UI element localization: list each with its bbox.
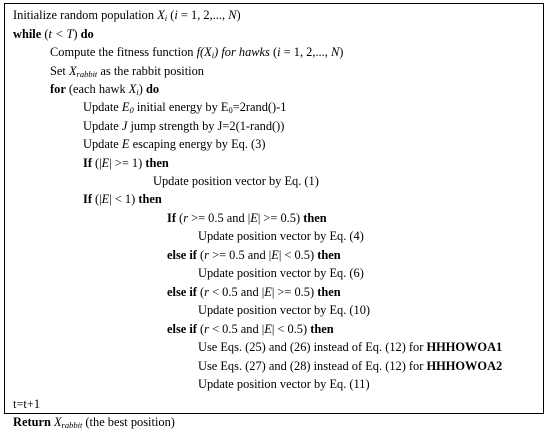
algorithm-text: (each hawk	[65, 82, 129, 96]
algorithm-text: while	[13, 27, 42, 41]
algorithm-text: HHHOWOA2	[426, 359, 503, 373]
algorithm-text: =2rand()-1	[232, 100, 287, 114]
algorithm-text: = 1, 2,...,	[280, 45, 331, 59]
algorithm-text: Update position vector by Eq. (11)	[198, 377, 370, 391]
algorithm-line	[13, 27, 94, 42]
algorithm-line	[13, 415, 175, 433]
algorithm-line	[198, 266, 364, 281]
algorithm-text: (	[167, 8, 175, 22]
algorithm-text: ) for hawks	[214, 45, 270, 59]
algorithm-line	[167, 285, 341, 300]
algorithm-text: Compute the fitness function	[50, 45, 197, 59]
algorithm-text: E	[101, 156, 110, 170]
algorithm-text: E	[264, 322, 272, 336]
algorithm-text: (|	[91, 156, 102, 170]
algorithm-text: E	[121, 100, 130, 114]
algorithm-text: Return	[13, 415, 51, 429]
algorithm-text: (	[196, 285, 205, 299]
algorithm-text: (	[196, 248, 205, 262]
algorithm-text: i	[164, 13, 168, 23]
algorithm-text: | < 0.5)	[271, 322, 311, 336]
algorithm-text: do	[80, 27, 94, 41]
algorithm-text: (	[196, 322, 205, 336]
algorithm-text: Update	[83, 119, 122, 133]
algorithm-line	[50, 82, 159, 100]
algorithm-text: jump strength by J=2(1-rand())	[127, 119, 285, 133]
algorithm-line	[167, 211, 327, 226]
algorithm-text: i	[211, 50, 215, 60]
algorithm-text: (	[41, 27, 49, 41]
algorithm-text: (	[175, 211, 184, 225]
algorithm-text: E	[121, 137, 130, 151]
algorithm-line	[50, 64, 204, 82]
algorithm-text: do	[145, 82, 160, 96]
algorithm-text: then	[317, 285, 341, 299]
algorithm-text: Update position vector by Eq. (6)	[198, 266, 364, 280]
algorithm-line	[167, 248, 341, 263]
algorithm-text: N	[330, 45, 340, 59]
algorithm-line	[83, 156, 169, 171]
algorithm-text: else if	[167, 248, 197, 262]
algorithm-text: < 0.5 and |	[209, 322, 265, 336]
algorithm-line	[83, 137, 266, 152]
algorithm-text: If	[83, 156, 92, 170]
algorithm-line	[198, 340, 502, 355]
algorithm-line	[153, 174, 319, 189]
algorithm-text: E	[250, 211, 258, 225]
algorithm-text: then	[317, 248, 341, 262]
algorithm-text: then	[310, 322, 334, 336]
algorithm-text: else if	[167, 322, 197, 336]
algorithm-text: | >= 1)	[109, 156, 146, 170]
algorithm-text: If	[83, 192, 92, 206]
algorithm-text: as the rabbit position	[97, 64, 204, 78]
algorithm-text: then	[303, 211, 327, 225]
algorithm-text: X	[128, 82, 137, 96]
algorithm-text: Update position vector by Eq. (10)	[198, 303, 371, 317]
algorithm-text: rabbit	[61, 420, 83, 430]
algorithm-text: N	[228, 8, 237, 22]
algorithm-text: If	[167, 211, 176, 225]
algorithm-text: t=t+1	[13, 397, 41, 411]
algorithm-text: | < 1)	[109, 192, 139, 206]
algorithm-line	[83, 100, 287, 118]
algorithm-text: Set	[50, 64, 69, 78]
algorithm-text: (the best position)	[82, 415, 175, 429]
algorithm-line	[198, 377, 370, 392]
algorithm-text: Update position vector by Eq. (1)	[153, 174, 319, 188]
algorithm-text: X	[53, 415, 62, 429]
algorithm-text: r	[204, 285, 209, 299]
algorithm-text: | < 0.5)	[278, 248, 318, 262]
algorithm-text: f(X	[196, 45, 212, 59]
algorithm-text: Initialize random population	[13, 8, 158, 22]
algorithm-text: r	[204, 322, 209, 336]
algorithm-text: then	[138, 192, 162, 206]
algorithm-text: E	[101, 192, 110, 206]
algorithm-text: (|	[91, 192, 102, 206]
algorithm-text: then	[145, 156, 169, 170]
algorithm-line	[198, 303, 370, 318]
algorithm-text: Use Eqs. (25) and (26) instead of Eq. (12) for	[198, 340, 427, 354]
algorithm-text: | >= 0.5)	[257, 211, 304, 225]
algorithm-text: X	[68, 64, 77, 78]
algorithm-text: r	[183, 211, 189, 225]
algorithm-text: HHHOWOA1	[426, 340, 503, 354]
algorithm-text: < 0.5 and |	[209, 285, 265, 299]
algorithm-text: Update	[83, 100, 122, 114]
algorithm-text: Update	[83, 137, 122, 151]
algorithm-text: >= 0.5 and |	[188, 211, 251, 225]
algorithm-text: )	[339, 45, 344, 59]
algorithm-text: E	[271, 248, 279, 262]
algorithm-line	[198, 229, 364, 244]
algorithm-text: = 1, 2,...,	[177, 8, 229, 22]
algorithm-text: rabbit	[76, 69, 98, 79]
algorithm-text: i	[136, 87, 139, 97]
algorithm-box	[4, 3, 544, 430]
algorithm-line	[167, 322, 334, 337]
algorithm-text: J	[121, 119, 128, 133]
algorithm-text: 0	[228, 105, 233, 115]
algorithm-text: 0	[129, 105, 134, 115]
algorithm-text: else if	[167, 285, 197, 299]
algorithm-text: | >= 0.5)	[271, 285, 318, 299]
algorithm-text: )	[138, 82, 146, 96]
algorithm-text: i	[277, 45, 281, 59]
algorithm-text: )	[73, 27, 81, 41]
algorithm-text: Update position vector by Eq. (4)	[198, 229, 364, 243]
algorithm-text: E	[264, 285, 272, 299]
algorithm-text: >= 0.5 and |	[209, 248, 272, 262]
algorithm-line	[198, 359, 502, 374]
algorithm-text: for	[50, 82, 66, 96]
algorithm-text: t < T	[48, 27, 74, 41]
algorithm-line	[50, 45, 343, 63]
algorithm-line	[13, 397, 40, 412]
algorithm-line	[83, 192, 162, 207]
algorithm-text: escaping energy by Eq. (3)	[129, 137, 266, 151]
algorithm-text: )	[236, 8, 241, 22]
algorithm-line	[83, 119, 284, 134]
algorithm-text: i	[174, 8, 178, 22]
algorithm-text: (	[269, 45, 278, 59]
algorithm-text: X	[157, 8, 165, 22]
algorithm-text: initial energy by E	[133, 100, 229, 114]
algorithm-text: r	[204, 248, 209, 262]
algorithm-line	[13, 8, 241, 26]
algorithm-text: Use Eqs. (27) and (28) instead of Eq. (12) for	[198, 359, 427, 373]
